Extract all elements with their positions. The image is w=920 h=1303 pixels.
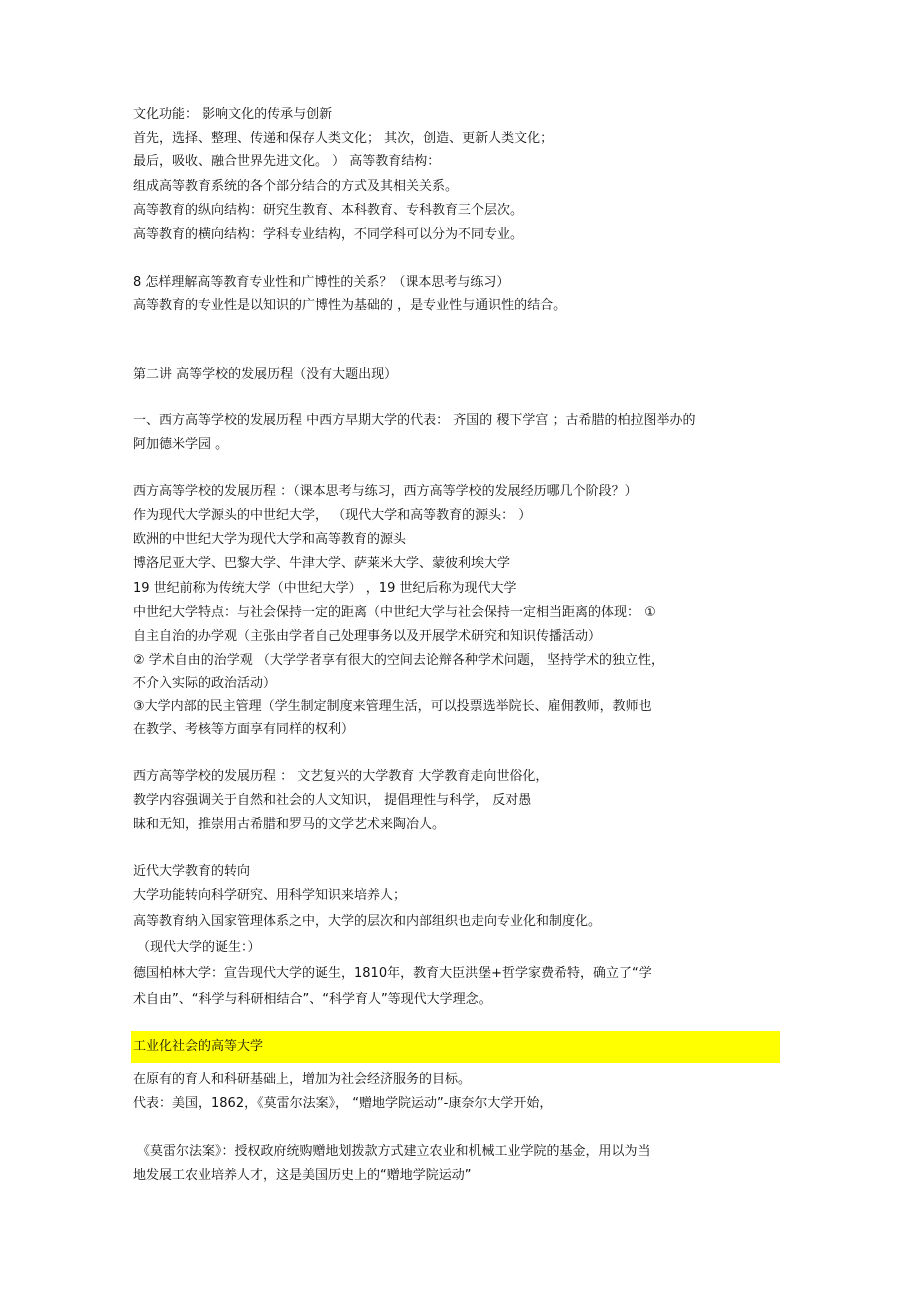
text-line: 地发展工农业培养人才，这是美国历史上的“赠地学院运动”	[133, 1168, 472, 1183]
text-line: 19 世纪前称为传统大学（中世纪大学） ，19 世纪后称为现代大学	[133, 581, 517, 596]
text-line: 德国柏林大学：宣告现代大学的诞生，1810年，教育大臣洪堡+哲学家费希特，确立了“学	[133, 966, 652, 981]
text-line: 首先，选择、整理、传递和保存人类文化； 其次，创造、更新人类文化；	[133, 131, 554, 146]
text-line: 近代大学教育的转向	[133, 864, 251, 879]
text-line: 最后，吸收、融合世界先进文化。 ） 高等教育结构：	[133, 154, 441, 169]
text-line: 中世纪大学特点：与社会保持一定的距离（中世纪大学与社会保持一定相当距离的体现： ①	[133, 605, 656, 620]
highlighted-heading: 工业化社会的高等大学	[133, 1039, 264, 1054]
text-line: ② 学术自由的治学观 （大学学者享有很大的空间去论辩各种学术问题， 坚持学术的独立性，	[133, 653, 665, 668]
text-line: 8 怎样理解高等教育专业性和广博性的关系？（课本思考与练习）	[133, 275, 510, 290]
text-line: （现代大学的诞生：）	[137, 940, 261, 955]
text-line: 欧洲的中世纪大学为现代大学和高等教育的源头	[133, 532, 407, 547]
text-line: 教学内容强调关于自然和社会的人文知识， 提倡理性与科学， 反对愚	[133, 793, 532, 808]
text-line: 西方高等学校的发展历程 ： 文艺复兴的大学教育 大学教育走向世俗化，	[133, 769, 549, 784]
text-line: 在教学、考核等方面享有同样的权利）	[133, 722, 355, 737]
text-line: 阿加德米学园 。	[133, 437, 229, 452]
text-line: 《莫雷尔法案》：授权政府统购赠地划拨款方式建立农业和机械工业学院的基金，用以为当	[137, 1144, 651, 1159]
text-line: 大学功能转向科学研究、用科学知识来培养人；	[133, 888, 407, 903]
text-line: 组成高等教育系统的各个部分结合的方式及其相关关系。	[133, 179, 459, 194]
text-line: 博洛尼亚大学、巴黎大学、牛津大学、萨莱米大学、蒙彼利埃大学	[133, 556, 511, 571]
text-line: 文化功能： 影响文化的传承与创新	[133, 107, 333, 122]
text-line: 在原有的育人和科研基础上，增加为社会经济服务的目标。	[133, 1072, 472, 1087]
text-line: 术自由”、“科学与科研相结合”、“科学育人”等现代大学理念。	[133, 992, 492, 1007]
text-line: 不介入实际的政治活动）	[133, 676, 277, 691]
text-line: 代表：美国，1862，《莫雷尔法案》， “赠地学院运动”-康奈尔大学开始，	[133, 1096, 553, 1111]
text-line: 一、西方高等学校的发展历程 中西方早期大学的代表： 齐国的 稷下学宫 ；古希腊的柏拉图举办的	[133, 413, 696, 428]
text-line: 高等教育的专业性是以知识的广博性为基础的 ，是专业性与通识性的结合。	[133, 298, 567, 313]
text-line: 昧和无知，推崇用古希腊和罗马的文学艺术来陶冶人。	[133, 817, 446, 832]
text-line: 作为现代大学源头的中世纪大学， （现代大学和高等教育的源头： ）	[133, 508, 532, 523]
text-line: 高等教育纳入国家管理体系之中，大学的层次和内部组织也走向专业化和制度化。	[133, 914, 602, 929]
text-line: 西方高等学校的发展历程 ：（课本思考与练习，西方高等学校的发展经历哪几个阶段？）	[133, 484, 638, 499]
text-line: 高等教育的横向结构：学科专业结构，不同学科可以分为不同专业。	[133, 227, 524, 242]
text-line: 自主自治的办学观（主张由学者自己处理事务以及开展学术研究和知识传播活动）	[133, 629, 602, 644]
section-heading: 第二讲 高等学校的发展历程（没有大题出现）	[133, 367, 398, 382]
text-line: 高等教育的纵向结构：研究生教育、本科教育、专科教育三个层次。	[133, 203, 524, 218]
text-line: ③大学内部的民主管理（学生制定制度来管理生活，可以投票选举院长、雇佣教师，教师也	[133, 699, 652, 714]
